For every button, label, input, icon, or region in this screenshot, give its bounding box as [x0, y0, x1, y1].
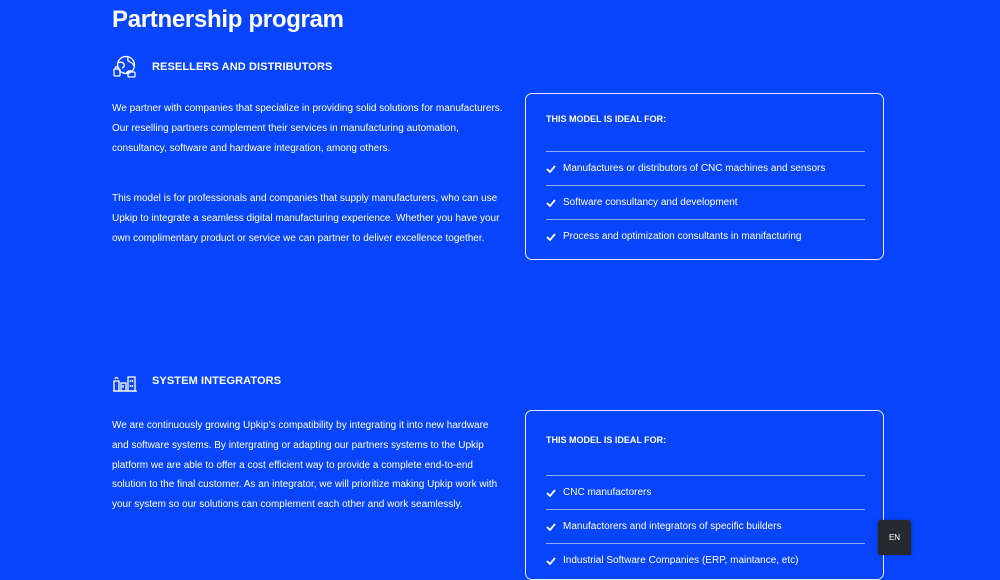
list-item-label: Industrial Software Companies (ERP, maintance, etc): [563, 555, 799, 566]
section-paragraph: We are continuously growing Upkip’s compatibility by integrating it into new hardware and software systems. By intergrating or adapting our partners systems to the Upkip platform we are able to offer a cost efficient way to provide a complete end-to-end solution to the final customer. As an integrator, we will prioritize making Upkip work with your system so our solutions can complement each other and work seamlessly.: [112, 420, 498, 511]
checkmark-icon: [546, 199, 558, 207]
ideal-for-list: [546, 475, 865, 577]
ideal-for-list: [546, 151, 865, 253]
list-item: [546, 219, 865, 253]
ideal-for-card: [525, 93, 884, 260]
checkmark-icon: [546, 165, 558, 173]
list-item: [546, 475, 865, 509]
globe-network-icon: [112, 54, 138, 80]
section-heading: RESELLERS AND DISTRIBUTORS: [152, 61, 333, 73]
list-item: [546, 151, 865, 185]
list-item: [546, 509, 865, 543]
section-header-integrators: [112, 368, 281, 394]
language-selector-button[interactable]: EN: [878, 520, 911, 555]
card-title: THIS MODEL IS IDEAL FOR:: [546, 114, 667, 124]
list-item-label: Manufactures or distributors of CNC machines and sensors: [563, 163, 826, 174]
section-heading: SYSTEM INTEGRATORS: [152, 375, 282, 387]
card-title: THIS MODEL IS IDEAL FOR:: [546, 435, 667, 445]
list-item-label: CNC manufactorers: [563, 487, 652, 498]
checkmark-icon: [546, 557, 558, 565]
factory-buildings-icon: [112, 368, 138, 394]
list-item-label: Manufactorers and integrators of specific builders: [563, 521, 782, 532]
section-header-resellers: [112, 54, 332, 80]
checkmark-icon: [546, 489, 558, 497]
list-item: [546, 543, 865, 577]
checkmark-icon: [546, 233, 558, 241]
section-paragraph: We partner with companies that specialize in providing solid solutions for manufacturers. Our reselling partners complement their services in manufacturing automation, consultancy, software and hardware integration, among others.: [112, 103, 503, 154]
checkmark-icon: [546, 523, 558, 531]
list-item: [546, 185, 865, 219]
section-paragraph: This model is for professionals and companies that supply manufacturers, who can use Upkip to integrate a seamless digital manufacturing experience. Whether you have your own complimentary product or service we can partner to deliver excellence together.: [112, 193, 500, 244]
list-item-label: Software consultancy and development: [563, 197, 738, 208]
list-item-label: Process and optimization consultants in manifacturing: [563, 231, 802, 242]
page-title: Partnership program: [112, 6, 344, 33]
